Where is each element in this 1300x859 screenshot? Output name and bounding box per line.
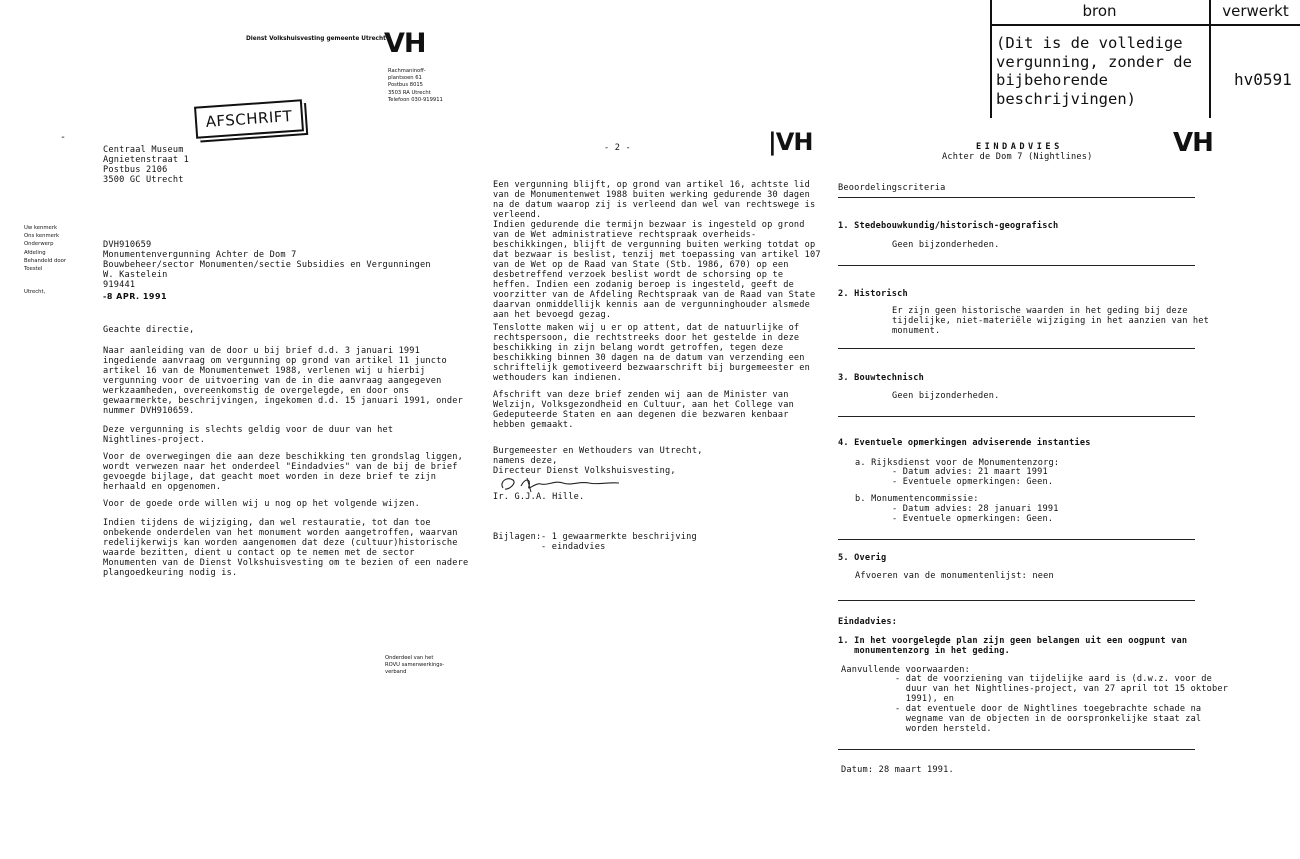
section-4a-title: a. Rijksdienst voor de Monumentenzorg: bbox=[855, 458, 1060, 468]
rule-5 bbox=[838, 539, 1195, 540]
page1-footer: Onderdeel van het ROVU samenwerkings- verband bbox=[385, 655, 445, 676]
afschrift-stamp: AFSCHRIFT bbox=[194, 99, 304, 138]
section-5-body: Afvoeren van de monumentenlijst: neen bbox=[855, 571, 1054, 581]
signatory: Ir. G.J.A. Hille. bbox=[493, 492, 585, 502]
section-2-body: Er zijn geen historische waarden in het geding bij deze tijdelijke, niet-materiële wijziging in het aanzien van het monument. bbox=[892, 306, 1210, 336]
criteria-heading: Beoordelingscriteria bbox=[838, 183, 946, 193]
sender-address: Rachmaninoff- plantsoen 61 Postbus 8015 3503 RA Utrecht Telefoon 030-919911 bbox=[388, 68, 443, 103]
eindadvies-title: EINDADVIES bbox=[976, 142, 1063, 152]
closing: Burgemeester en Wethouders van Utrecht, namens deze, Directeur Dienst Volkshuisvesting, bbox=[493, 446, 703, 476]
dept-name: Dienst Volkshuisvesting gemeente Utrecht bbox=[246, 36, 386, 42]
vh-logo-page3: VH bbox=[1173, 128, 1213, 158]
attachments-label: Bijlagen: bbox=[493, 532, 542, 542]
page2-paragraph-2: Tenslotte maken wij u er op attent, dat de natuurlijke of rechtspersoon, die rechtstreeks door het gestelde in deze beschikking in zijn belang wordt getroffen, tegen deze beschikking binnen 30 dagen na de datum van verzending een schriftelijk gemotiveerd bezwaarschrift bij burgemeester en wethouders kan indienen. bbox=[493, 323, 811, 383]
section-4-heading: 4. Eventuele opmerkingen adviserende instanties bbox=[838, 438, 1091, 448]
page1-paragraph-5: Indien tijdens de wijziging, dan wel restauratie, tot dan toe onbekende onderdelen van het monument worden aangetroffen, waarvan redelijkerwijs kan worden aangenomen dat deze (cultuur)historische waarde bezitten, dient u contact op te nemen met de sector Monumenten van de Dienst Volkshuisvesting om te bezien of een nadere plangoedkeuring nodig is. bbox=[103, 518, 469, 578]
page1-paragraph-1: Naar aanleiding van de door u bij brief d.d. 3 januari 1991 ingediende aanvraag om vergunning op grond van artikel 11 juncto artikel 16 van de Monumentenwet 1988, verlenen wij u hierbij vergunning voor de uitvoering van de in die aanvraag aangegeven werkzaamheden, overeenkomstig de overgelegde, en door ons gewaarmerkte, beschrijvingen, ingekomen d.d. 15 januari 1991, onder nummer DVH910659. bbox=[103, 346, 464, 416]
rule-4 bbox=[838, 416, 1195, 417]
header-table bbox=[990, 0, 1300, 118]
rule-7 bbox=[838, 749, 1195, 750]
page1-paragraph-3: Voor de overwegingen die aan deze beschikking ten grondslag liggen, wordt verwezen naar het onderdeel "Eindadvies" van de bij de brief gevoegde bijlage, dat geacht moet worden in deze brief te zijn herhaald en opgenomen. bbox=[103, 452, 464, 492]
section-4b-title: b. Monumentencommissie: bbox=[855, 494, 979, 504]
rule-3 bbox=[838, 348, 1195, 349]
attachments-list: - 1 gewaarmerkte beschrijving - eindadvies bbox=[541, 532, 697, 552]
conditions-heading: Aanvullende voorwaarden: bbox=[841, 665, 970, 675]
place-label: Utrecht, bbox=[24, 289, 46, 295]
rule-1 bbox=[838, 197, 1195, 198]
rule-6 bbox=[838, 600, 1195, 601]
eindadvies-subtitle: Achter de Dom 7 (Nightlines) bbox=[942, 152, 1093, 162]
meta-values: DVH910659 Monumentenvergunning Achter de Dom 7 Bouwbeheer/sector Monumenten/sectie Subsidies en Vergunningen W. Kastelein 919441 bbox=[103, 240, 431, 290]
page-number: - 2 - bbox=[604, 143, 631, 153]
advice-text: 1. In het voorgelegde plan zijn geen belangen uit een oogpunt van monumentenzorg in het geding. bbox=[838, 636, 1188, 656]
conditions-list: - dat de voorziening van tijdelijke aard is (d.w.z. voor de duur van het Nightlines-project, van 27 april tot 15 oktober 1991), en - dat eventuele door de Nightlines toegebrachte schade na wegname van de objecten in de oorspronkelijke staat zal worden hersteld. bbox=[895, 674, 1229, 734]
letter-date: -8 APR. 1991 bbox=[103, 292, 168, 301]
vh-logo: VH bbox=[384, 28, 426, 59]
section-3-heading: 3. Bouwtechnisch bbox=[838, 373, 924, 383]
col-verwerkt-label: verwerkt bbox=[1222, 2, 1289, 20]
section-1-body: Geen bijzonderheden. bbox=[892, 240, 1000, 250]
section-4b-items: - Datum advies: 28 januari 1991 - Eventuele opmerkingen: Geen. bbox=[892, 504, 1059, 524]
eindadvies-heading: Eindadvies: bbox=[838, 617, 898, 627]
page1-paragraph-4: Voor de goede orde willen wij u nog op het volgende wijzen. bbox=[103, 499, 421, 509]
col-bron-label: bron bbox=[1082, 2, 1117, 20]
page1-paragraph-2: Deze vergunning is slechts geldig voor de duur van het Nightlines-project. bbox=[103, 425, 394, 445]
section-5-heading: 5. Overig bbox=[838, 553, 887, 563]
recipient-address: Centraal Museum Agnietenstraat 1 Postbus 2106 3500 GC Utrecht bbox=[103, 145, 189, 185]
rule-2 bbox=[838, 265, 1195, 266]
page2-paragraph-1: Een vergunning blijft, op grond van artikel 16, achtste lid van de Monumentenwet 1988 buiten werking gedurende 30 dagen na de datum waarop zij is verleend dan wel van rechtswege is verleend. Indien gedurende die termijn bezwaar is ingesteld op grond van de Wet administratieve rechtspraak overheids- beschikkingen, blijft de vergunning buiten werking totdat op dat bezwaar is beslist, tenzij met toepassing van artikel 107 van de Wet op de Raad van State (Stb. 1986, 670) op een desbetreffend verzoek beslist wordt de schorsing op te heffen. Indien een zodanig beroep is ingesteld, geeft de voorzitter van de Afdeling Rechtspraak van de Raad van State daarvan onmiddellijk kennis aan de vergunninghouder alsmede aan het bevoegd gezag. bbox=[493, 180, 821, 320]
section-3-body: Geen bijzonderheden. bbox=[892, 391, 1000, 401]
margin-dash: - bbox=[60, 132, 67, 143]
advice-date: Datum: 28 maart 1991. bbox=[841, 765, 954, 775]
salutation: Geachte directie, bbox=[103, 325, 195, 335]
page2-paragraph-3: Afschrift van deze brief zenden wij aan de Minister van Welzijn, Volksgezondheid en Cultuur, aan het College van Gedeputeerde Staten en aan degenen die bezwaren kenbaar hebben gemaakt. bbox=[493, 390, 794, 430]
meta-labels: Uw kenmerk Ons kenmerk Onderwerp Afdeling Behandeld door Toestel bbox=[24, 225, 67, 273]
ref-code: hv0591 bbox=[1234, 70, 1292, 89]
vh-logo-page2: |VH bbox=[768, 128, 813, 156]
section-2-heading: 2. Historisch bbox=[838, 289, 908, 299]
section-1-heading: 1. Stedebouwkundig/historisch-geografisch bbox=[838, 221, 1059, 231]
section-4a-items: - Datum advies: 21 maart 1991 - Eventuele opmerkingen: Geen. bbox=[892, 467, 1054, 487]
note-text: (Dit is de volledige vergunning, zonder de bijbehorende beschrijvingen) bbox=[996, 34, 1192, 108]
